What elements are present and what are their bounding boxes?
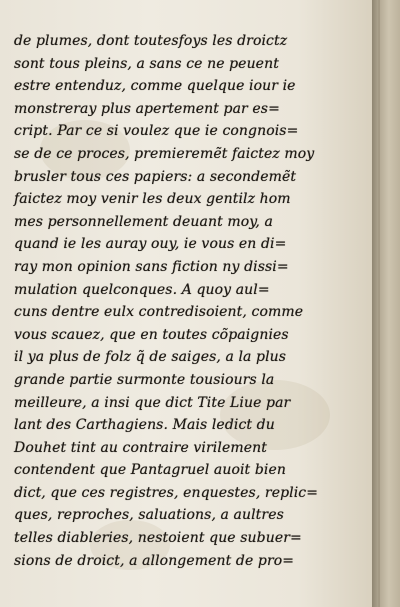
text-line-18: lant des Carthagiens. Mais ledict du	[14, 417, 275, 434]
text-line-13: cuns dentre eulx contredisoient, comme	[14, 304, 304, 321]
text-line-11: ray mon opinion sans fiction ny dissi=	[14, 258, 289, 275]
text-line-21: dict, que ces registres, enquestes, replic=	[14, 484, 319, 501]
text-line-16: grande partie surmonte tousiours la	[14, 371, 275, 388]
page-text-block	[14, 30, 356, 572]
text-line-5: cript. Par ce si voulez que ie congnois=	[14, 123, 299, 140]
text-line-14: vous scauez, que en toutes cõpaignies	[14, 326, 289, 343]
text-line-22: ques, reproches, saluations, a aultres	[14, 507, 284, 524]
text-line-9: mes personnellement deuant moy, a	[14, 213, 273, 230]
text-line-24: sions de droict, a allongement de pro=	[14, 552, 295, 569]
text-line-19: Douhet tint au contraire virilement	[14, 439, 267, 456]
text-line-6: se de ce proces, premieremẽt faictez moy	[14, 145, 315, 162]
text-line-17: meilleure, a insi que dict Tite Liue par	[14, 394, 291, 411]
text-line-8: faictez moy venir les deux gentilz hom	[14, 191, 291, 208]
text-line-20: contendent que Pantagruel auoit bien	[14, 462, 286, 479]
text-line-10: quand ie les auray ouy, ie vous en di=	[14, 236, 287, 253]
text-line-12: mulation quelconques. A quoy aul=	[14, 281, 270, 298]
text-line-7: brusler tous ces papiers: a secondemẽt	[14, 168, 297, 185]
gutter-edge-line	[378, 0, 380, 607]
text-line-15: il ya plus de folz q̃ de saiges, a la plus	[14, 349, 287, 366]
text-line-2: sont tous pleins, a sans ce ne peuent	[14, 55, 279, 72]
text-line-4: monstreray plus apertement par es=	[14, 100, 280, 117]
text-line-23: telles diableries, nestoient que subuer=	[14, 530, 302, 547]
book-gutter	[372, 0, 400, 607]
text-line-3: estre entenduz, comme quelque iour ie	[14, 78, 296, 95]
text-line-1: de plumes, dont toutesfoys les droictz	[14, 33, 288, 49]
